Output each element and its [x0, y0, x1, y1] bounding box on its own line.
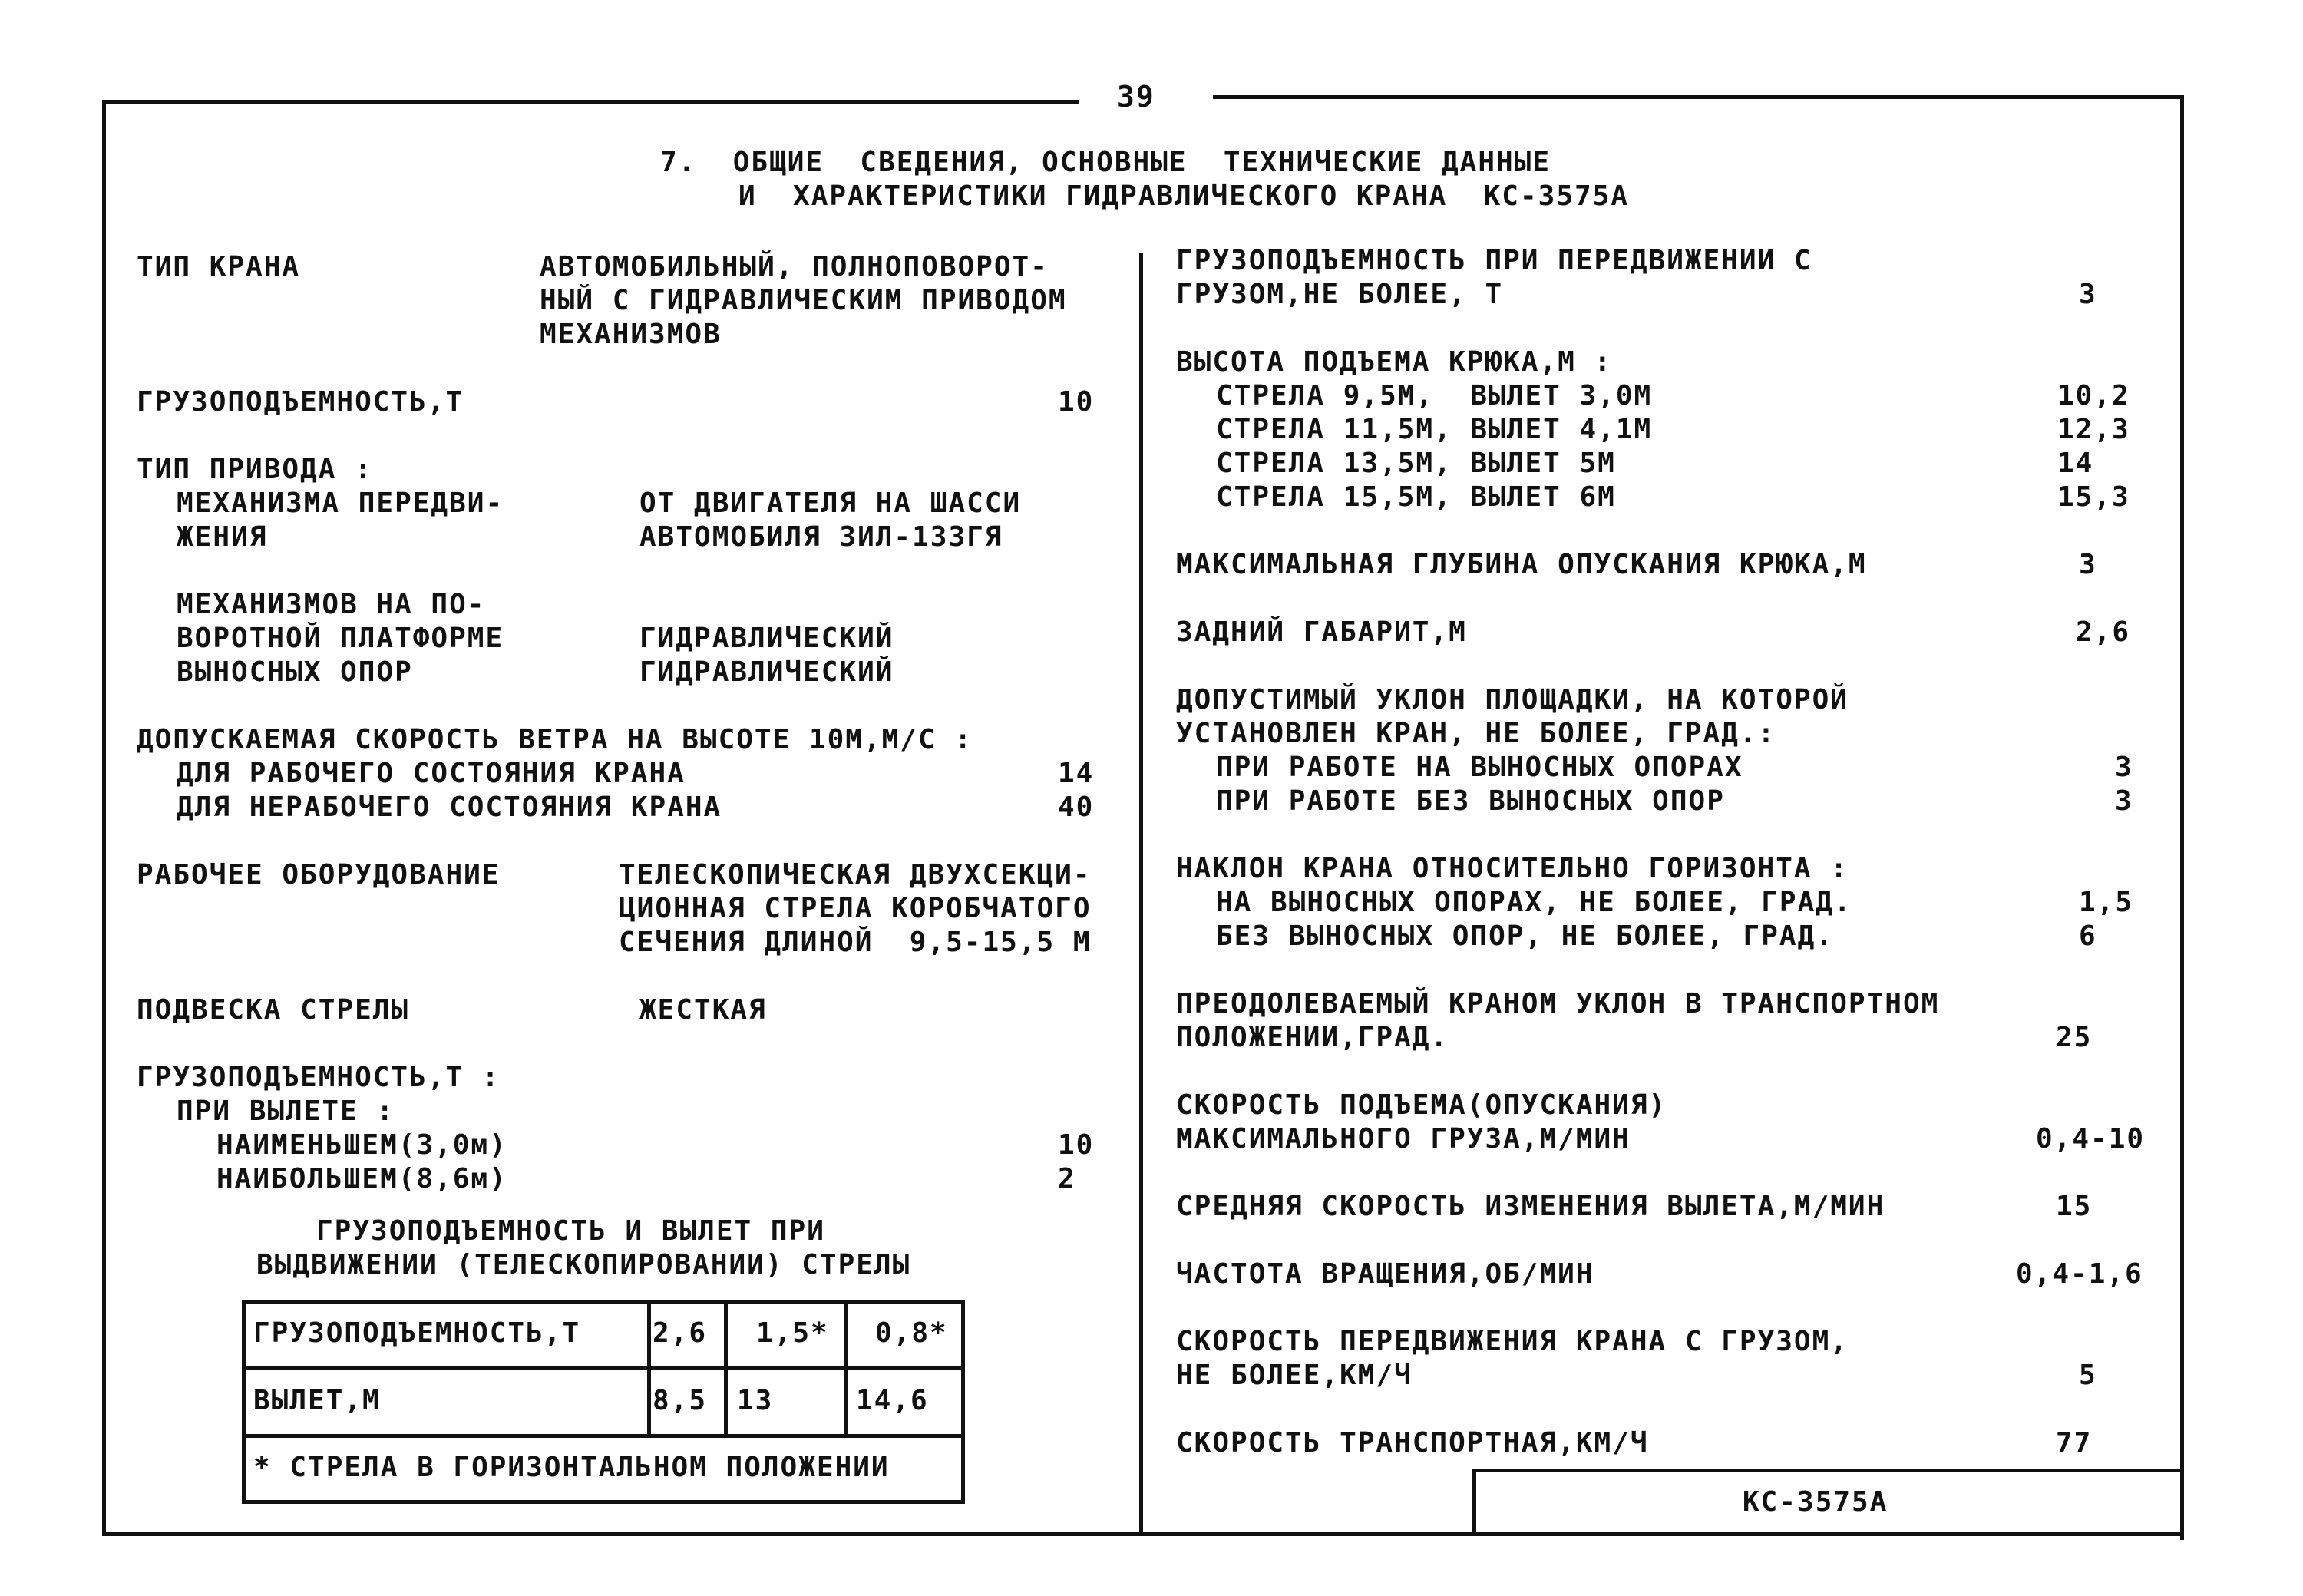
rear-value: 2,6: [2076, 616, 2131, 648]
platform-mech-label-3: ВЫНОСНЫХ ОПОР: [177, 656, 413, 688]
wind-nonworking-value: 40: [1058, 791, 1095, 823]
min-reach-label: НАИМЕНЬШЕМ(3,0м): [216, 1129, 507, 1161]
stamp-top: [1472, 1469, 2182, 1472]
capacity-value: 10: [1058, 386, 1095, 418]
travel-mech-value-1: ОТ ДВИГАТЕЛЯ НА ШАССИ: [639, 487, 1022, 519]
table-row2-label: ВЫЛЕТ,М: [253, 1385, 381, 1416]
tilt-outriggers-label: НА ВЫНОСНЫХ ОПОРАХ, НЕ БОЛЕЕ, ГРАД.: [1216, 887, 1852, 918]
tilt-outriggers-value: 1,5: [2079, 887, 2134, 918]
tilt-no-outriggers-label: БЕЗ ВЫНОСНЫХ ОПОР, НЕ БОЛЕЕ, ГРАД.: [1216, 920, 1834, 952]
travel-load-value: 3: [2079, 279, 2097, 310]
slope-label-1: ДОПУСТИМЫЙ УКЛОН ПЛОЩАДКИ, НА КОТОРОЙ: [1176, 684, 1849, 715]
max-reach-label: НАИБОЛЬШЕМ(8,6м): [216, 1163, 507, 1195]
slope-outriggers-value: 3: [2115, 752, 2133, 783]
at-reach-label: ПРИ ВЫЛЕТЕ :: [177, 1095, 395, 1127]
hook-row-value: 12,3: [2057, 414, 2130, 445]
table-row1-label: ГРУЗОПОДЪЕМНОСТЬ,Т: [253, 1317, 581, 1349]
transport-slope-label-2: ПОЛОЖЕНИИ,ГРАД.: [1176, 1022, 1449, 1053]
drive-label: ТИП ПРИВОДА :: [137, 454, 373, 485]
table-col-divider-1: [647, 1300, 651, 1436]
reach-speed-value: 15: [2056, 1191, 2093, 1222]
hook-row-label: СТРЕЛА 15,5М, ВЫЛЕТ 6М: [1216, 481, 1616, 513]
table-row2-cell: 14,6: [856, 1385, 929, 1416]
page-number: 39: [1117, 80, 1155, 114]
max-depth-label: МАКСИМАЛЬНАЯ ГЛУБИНА ОПУСКАНИЯ КРЮКА,М: [1176, 549, 1867, 580]
equipment-value-3: СЕЧЕНИЯ ДЛИНОЙ 9,5-15,5 М: [619, 927, 1092, 958]
wind-label: ДОПУСКАЕМАЯ СКОРОСТЬ ВЕТРА НА ВЫСОТЕ 10М,М/С :: [137, 724, 973, 755]
tilt-no-outriggers-value: 6: [2079, 920, 2097, 952]
capacity-label: ГРУЗОПОДЪЕМНОСТЬ,Т: [137, 386, 464, 418]
crane-type-value-3: МЕХАНИЗМОВ: [540, 319, 722, 350]
platform-mech-label-2: ВОРОТНОЙ ПЛАТФОРМЕ: [177, 623, 504, 654]
table-row-divider-1: [242, 1366, 965, 1370]
table-row2-cell: 13: [737, 1385, 774, 1416]
hook-row-value: 10,2: [2057, 380, 2130, 411]
table-row1-cell: 0,8*: [875, 1317, 948, 1349]
travel-mech-value-2: АВТОМОБИЛЯ ЗИЛ-133ГЯ: [639, 521, 1003, 553]
table-row1-cell: 2,6: [653, 1317, 708, 1349]
transport-speed-label: СКОРОСТЬ ТРАНСПОРТНАЯ,КМ/Ч: [1176, 1427, 1649, 1459]
equipment-value-2: ЦИОННАЯ СТРЕЛА КОРОБЧАТОГО: [619, 893, 1092, 924]
equipment-label: РАБОЧЕЕ ОБОРУДОВАНИЕ: [137, 859, 501, 891]
hook-row-value: 15,3: [2057, 481, 2130, 513]
lift-speed-label-1: СКОРОСТЬ ПОДЪЕМА(ОПУСКАНИЯ): [1176, 1089, 1667, 1121]
capacity2-label: ГРУЗОПОДЪЕМНОСТЬ,Т :: [137, 1062, 501, 1093]
travel-mech-label-1: МЕХАНИЗМА ПЕРЕДВИ-: [177, 487, 504, 519]
table-footnote: * СТРЕЛА В ГОРИЗОНТАЛЬНОМ ПОЛОЖЕНИИ: [253, 1452, 890, 1483]
frame-top-right: [1213, 95, 2184, 99]
stamp-text: КС-3575А: [1743, 1486, 1888, 1518]
rotation-value: 0,4-1,6: [2016, 1258, 2143, 1290]
frame-left: [102, 100, 106, 1535]
table-row-divider-2: [242, 1434, 965, 1438]
hook-row-label: СТРЕЛА 13,5М, ВЫЛЕТ 5М: [1216, 448, 1616, 479]
stamp-left: [1472, 1469, 1476, 1536]
reach-speed-label: СРЕДНЯЯ СКОРОСТЬ ИЗМЕНЕНИЯ ВЫЛЕТА,М/МИН: [1176, 1191, 1885, 1222]
travel-speed-label-2: НЕ БОЛЕЕ,КМ/Ч: [1176, 1360, 1413, 1391]
hook-row-label: СТРЕЛА 11,5М, ВЫЛЕТ 4,1М: [1216, 414, 1653, 445]
travel-mech-label-2: ЖЕНИЯ: [177, 521, 268, 553]
travel-load-label-2: ГРУЗОМ,НЕ БОЛЕЕ, Т: [1176, 279, 1504, 310]
lift-speed-label-2: МАКСИМАЛЬНОГО ГРУЗА,М/МИН: [1176, 1123, 1631, 1155]
rear-label: ЗАДНИЙ ГАБАРИТ,М: [1176, 616, 1467, 648]
equipment-value-1: ТЕЛЕСКОПИЧЕСКАЯ ДВУХСЕКЦИ-: [619, 859, 1092, 891]
platform-mech-value-2: ГИДРАВЛИЧЕСКИЙ: [639, 656, 894, 688]
crane-type-value-1: АВТОМОБИЛЬНЫЙ, ПОЛНОПОВОРОТ-: [540, 251, 1049, 283]
table-caption-2: ВЫДВИЖЕНИИ (ТЕЛЕСКОПИРОВАНИИ) СТРЕЛЫ: [256, 1249, 911, 1280]
min-reach-value: 10: [1058, 1129, 1095, 1161]
table-row1-cell: 1,5*: [756, 1317, 829, 1349]
frame-bottom: [102, 1532, 2184, 1536]
max-reach-value: 2: [1058, 1163, 1076, 1195]
table-row2-cell: 8,5: [653, 1385, 708, 1416]
transport-slope-label-1: ПРЕОДОЛЕВАЕМЫЙ КРАНОМ УКЛОН В ТРАНСПОРТНОМ: [1176, 988, 1940, 1019]
slope-no-outriggers-label: ПРИ РАБОТЕ БЕЗ ВЫНОСНЫХ ОПОР: [1216, 785, 1725, 817]
crane-type-label: ТИП КРАНА: [137, 251, 301, 283]
hook-row-label: СТРЕЛА 9,5М, ВЫЛЕТ 3,0М: [1216, 380, 1653, 411]
table-col-divider-3: [844, 1300, 848, 1436]
rotation-label: ЧАСТОТА ВРАЩЕНИЯ,ОБ/МИН: [1176, 1258, 1594, 1290]
wind-working-value: 14: [1058, 758, 1095, 789]
travel-speed-label-1: СКОРОСТЬ ПЕРЕДВИЖЕНИЯ КРАНА С ГРУЗОМ,: [1176, 1326, 1849, 1357]
max-depth-value: 3: [2079, 549, 2097, 580]
column-divider: [1139, 253, 1143, 1534]
frame-right: [2180, 95, 2184, 1540]
slope-no-outriggers-value: 3: [2115, 785, 2133, 817]
slope-label-2: УСТАНОВЛЕН КРАН, НЕ БОЛЕЕ, ГРАД.:: [1176, 718, 1776, 749]
table-caption-1: ГРУЗОПОДЪЕМНОСТЬ И ВЫЛЕТ ПРИ: [316, 1215, 825, 1247]
platform-mech-value-1: ГИДРАВЛИЧЕСКИЙ: [639, 623, 894, 654]
lift-speed-value: 0,4-10: [2036, 1123, 2146, 1155]
travel-load-label-1: ГРУЗОПОДЪЕМНОСТЬ ПРИ ПЕРЕДВИЖЕНИИ С: [1176, 245, 1812, 276]
hook-height-label: ВЫСОТА ПОДЪЕМА КРЮКА,М :: [1176, 346, 1613, 378]
transport-slope-value: 25: [2056, 1022, 2093, 1053]
wind-working-label: ДЛЯ РАБОЧЕГО СОСТОЯНИЯ КРАНА: [177, 758, 686, 789]
wind-nonworking-label: ДЛЯ НЕРАБОЧЕГО СОСТОЯНИЯ КРАНА: [177, 791, 722, 823]
suspension-label: ПОДВЕСКА СТРЕЛЫ: [137, 994, 410, 1026]
tilt-label: НАКЛОН КРАНА ОТНОСИТЕЛЬНО ГОРИЗОНТА :: [1176, 853, 1849, 884]
frame-top-left: [102, 100, 1079, 104]
transport-speed-value: 77: [2056, 1427, 2093, 1459]
crane-type-value-2: НЫЙ С ГИДРАВЛИЧЕСКИМ ПРИВОДОМ: [540, 285, 1067, 316]
hook-row-value: 14: [2057, 448, 2094, 479]
table-col-divider-2: [724, 1300, 728, 1436]
suspension-value: ЖЕСТКАЯ: [639, 994, 767, 1026]
section-heading-line1: 7. ОБЩИЕ СВЕДЕНИЯ, ОСНОВНЫЕ ТЕХНИЧЕСКИЕ ДАННЫЕ: [660, 147, 1551, 178]
travel-speed-value: 5: [2079, 1360, 2097, 1391]
slope-outriggers-label: ПРИ РАБОТЕ НА ВЫНОСНЫХ ОПОРАХ: [1216, 752, 1743, 783]
platform-mech-label-1: МЕХАНИЗМОВ НА ПО-: [177, 589, 486, 620]
section-heading-line2: И ХАРАКТЕРИСТИКИ ГИДРАВЛИЧЕСКОГО КРАНА КС-3575А: [738, 180, 1630, 212]
